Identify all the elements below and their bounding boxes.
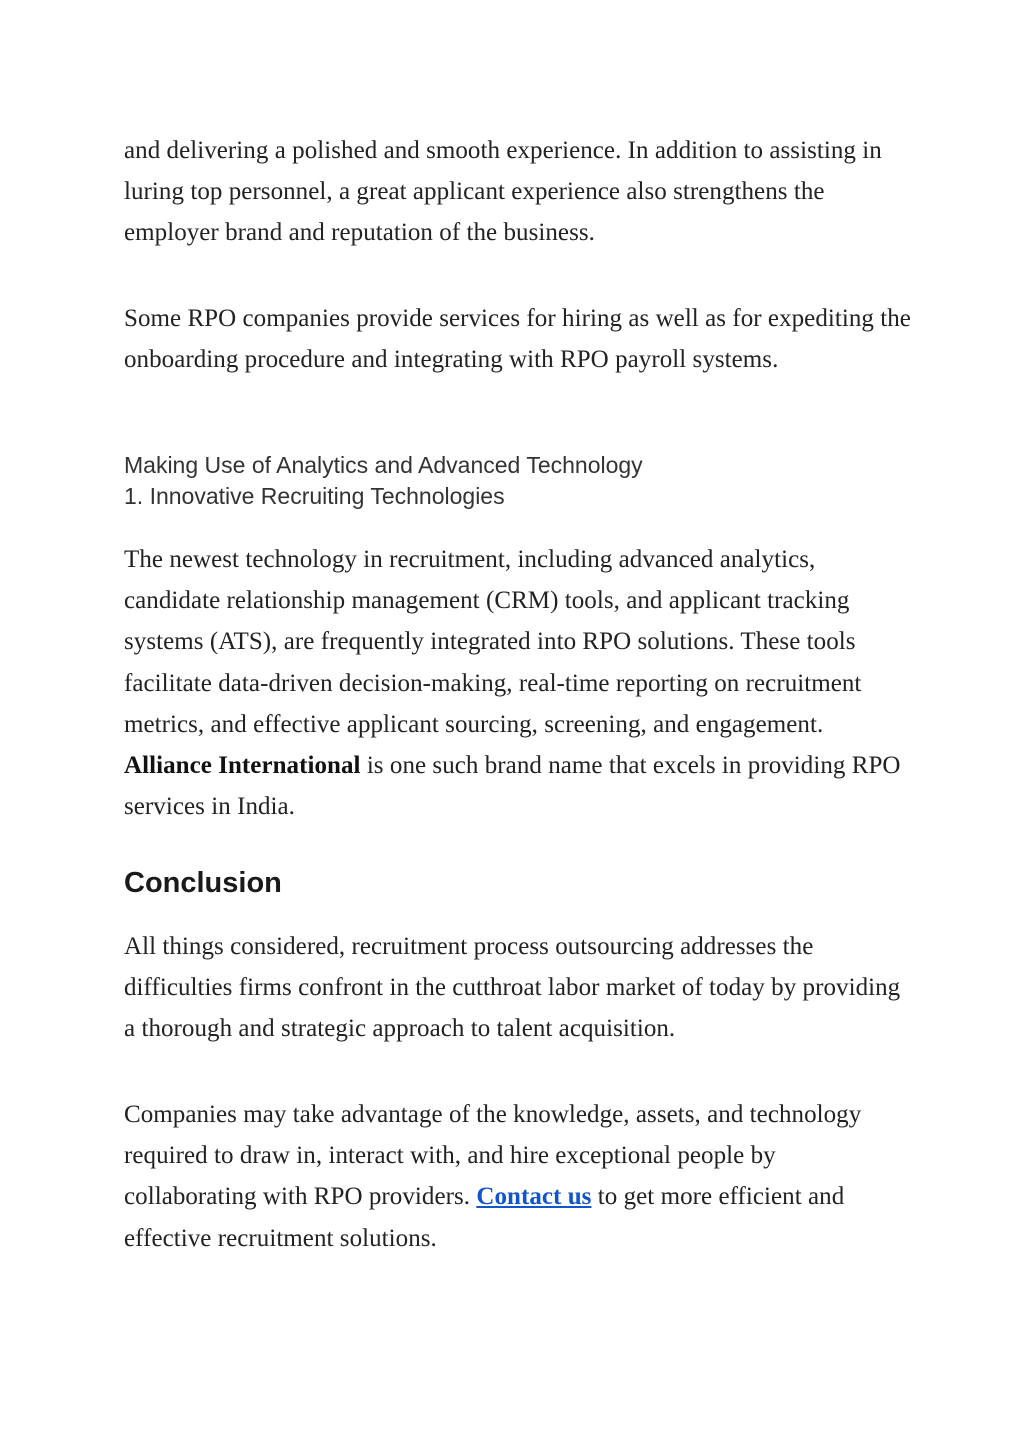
paragraph-rpo-onboarding: Some RPO companies provide services for hiring as well as for expediting the onboarding procedure and integrating with RPO payroll systems. bbox=[124, 305, 911, 374]
contact-us-link[interactable]: Contact us bbox=[476, 1183, 592, 1211]
conclusion-heading: Conclusion bbox=[124, 867, 282, 899]
brand-name-bold: Alliance International bbox=[124, 752, 361, 780]
paragraph-recruiting-technology bbox=[124, 539, 914, 827]
paragraph-text: The newest technology in recruitment, including advanced analytics, candidate relationship management (CRM) tools, and applicant tracking systems (ATS), are frequently integrated into RPO solutions. These tools facilitate data-driven decision-making, real-time reporting on recruitment metrics, and effective applicant sourcing, screening, and engagement. bbox=[124, 546, 862, 738]
paragraph-text: is one such brand name that excels in providing RPO services in India. bbox=[124, 752, 901, 821]
subheading-recruiting-tech: 1. Innovative Recruiting Technologies bbox=[124, 483, 505, 509]
paragraph-candidate-experience: and delivering a polished and smooth experience. In addition to assisting in luring top personnel, a great applicant experience also strengthens the employer brand and reputation of the business. bbox=[124, 137, 882, 247]
paragraph-text: Companies may take advantage of the knowledge, assets, and technology required to draw in, interact with, and hire exceptional people by collaborating with RPO providers. bbox=[124, 1101, 862, 1211]
subheading-block bbox=[124, 450, 643, 512]
paragraph-text: to get more efficient and effective recruitment solutions. bbox=[124, 1183, 845, 1252]
paragraph-conclusion-cta bbox=[124, 1094, 914, 1259]
subheading-analytics: Making Use of Analytics and Advanced Technology bbox=[124, 452, 643, 478]
paragraph-conclusion-summary: All things considered, recruitment process outsourcing addresses the difficulties firms confront in the cutthroat labor market of today by providing a thorough and strategic approach to talent acquisition. bbox=[124, 933, 901, 1043]
